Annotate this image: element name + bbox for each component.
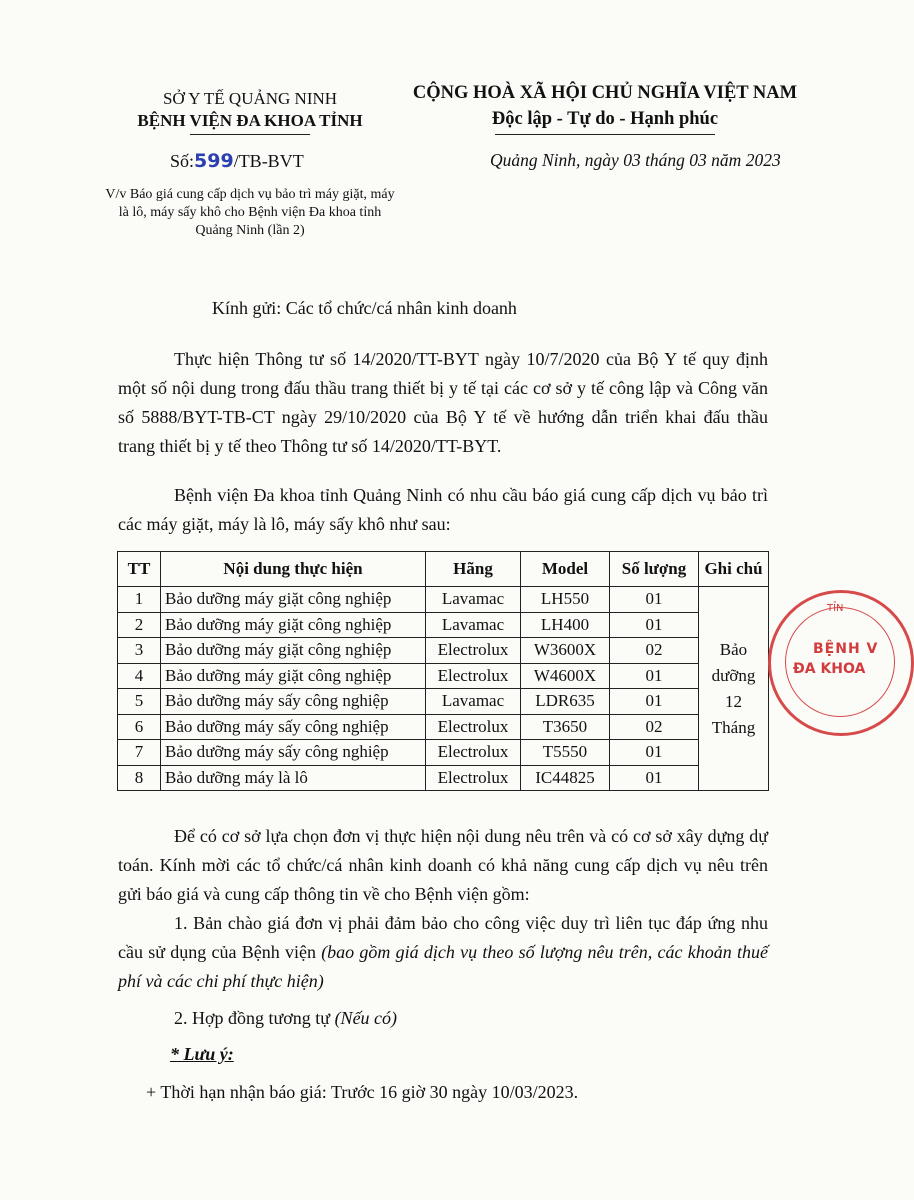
note-line: dưỡng [711,665,756,685]
cell-brand: Lavamac [426,612,521,638]
note-line: Tháng [711,717,756,737]
cell-quantity: 02 [610,714,699,740]
table-header-quantity: Số lượng [610,552,699,587]
table-header-content: Nội dung thực hiện [161,552,426,587]
cell-tt: 1 [118,587,161,613]
table-header-tt: TT [118,552,161,587]
cell-quantity: 01 [610,740,699,766]
cell-note [699,587,769,791]
table-row [118,765,769,791]
cell-content: Bảo dưỡng máy giặt công nghiệp [161,612,426,638]
document-number [170,150,304,172]
stamp-text-top: TỈN [827,603,844,614]
doc-number-prefix: Số: [170,151,195,171]
table-row [118,587,769,613]
table-header-row [118,552,769,587]
cell-quantity: 01 [610,689,699,715]
doc-number-handwritten: 599 [194,150,234,172]
cell-brand: Electrolux [426,765,521,791]
note-line: Bảo [719,639,748,659]
stamp-text-line2: ĐA KHOA [793,661,866,677]
cell-model: W3600X [521,638,610,664]
cell-model: T3650 [521,714,610,740]
table-header-note: Ghi chú [699,552,769,587]
requirement-item-2 [118,1004,768,1033]
cell-content: Bảo dưỡng máy là lô [161,765,426,791]
cell-tt: 4 [118,663,161,689]
cell-tt: 5 [118,689,161,715]
cell-tt: 6 [118,714,161,740]
cell-model: IC44825 [521,765,610,791]
department-name: SỞ Y TẾ QUẢNG NINH [162,89,338,108]
cell-quantity: 01 [610,765,699,791]
hospital-name: BỆNH VIỆN ĐA KHOA TỈNH [137,111,363,130]
cell-content: Bảo dưỡng máy giặt công nghiệp [161,638,426,664]
cell-tt: 2 [118,612,161,638]
cell-brand: Lavamac [426,689,521,715]
cell-model: T5550 [521,740,610,766]
cell-brand: Electrolux [426,638,521,664]
item1-italic: (bao gồm giá dịch vụ theo số lượng nêu trên, các khoản thuế phí và các chi phí thực hiện) [118,942,768,991]
cell-content: Bảo dưỡng máy sấy công nghiệp [161,714,426,740]
cell-quantity: 01 [610,612,699,638]
cell-brand: Electrolux [426,740,521,766]
national-motto: Độc lập - Tự do - Hạnh phúc [491,109,719,129]
stamp-text-line1: BỆNH V [813,641,879,657]
cell-model: LDR635 [521,689,610,715]
cell-tt: 8 [118,765,161,791]
table-row [118,714,769,740]
cell-content: Bảo dưỡng máy sấy công nghiệp [161,689,426,715]
table-row [118,663,769,689]
service-table [117,551,769,791]
paragraph-request: Bệnh viện Đa khoa tỉnh Quảng Ninh có nhu cầu báo giá cung cấp dịch vụ bảo trì các máy giặt, máy là lô, máy sấy khô như sau: [118,485,768,534]
table-header-model: Model [521,552,610,587]
cell-brand: Electrolux [426,663,521,689]
item1-text: 1. Bản chào giá đơn vị phải đảm bảo cho công việc duy trì liên tục đáp ứng nhu cầu sử dụng của Bệnh viện [118,913,768,962]
subject-line: V/v Báo giá cung cấp dịch vụ bảo trì máy giặt, máy là lô, máy sấy khô cho Bệnh viện Đa khoa tỉnh Quảng Ninh (lần 2) [105,187,395,238]
requirement-item-1 [118,909,768,996]
table-row [118,612,769,638]
cell-model: LH400 [521,612,610,638]
national-title: CỘNG HOÀ XÃ HỘI CHỦ NGHĨA VIỆT NAM [412,83,798,103]
table-row [118,689,769,715]
cell-quantity: 01 [610,587,699,613]
item2-italic: (Nếu có) [334,1008,398,1028]
paragraph-invitation: Để có cơ sở lựa chọn đơn vị thực hiện nội dung nêu trên và có cơ sở xây dựng dự toán. Kính mời các tổ chức/cá nhân kinh doanh có khả năng cung cấp dịch vụ nêu trên gửi báo giá và cung cấp thông tin về cho Bệnh viện gồm: [118,826,768,904]
paragraph-intro: Thực hiện Thông tư số 14/2020/TT-BYT ngày 10/7/2020 của Bộ Y tế quy định một số nội dung trong đấu thầu trang thiết bị y tế tại các cơ sở y tế công lập và Công văn số 5888/BYT-TB-CT ngày 29/10/2020 của Bộ Y tế về hướng dẫn triển khai đấu thầu trang thiết bị y tế theo Thông tư số 14/2020/TT-BYT. [118,349,768,456]
cell-brand: Electrolux [426,714,521,740]
recipient-line: Kính gửi: Các tổ chức/cá nhân kinh doanh [212,298,517,318]
table-row [118,638,769,664]
item2-text: 2. Hợp đồng tương tự [174,1008,335,1028]
note-deadline: + Thời hạn nhận báo giá: Trước 16 giờ 30 ngày 10/03/2023. [146,1082,579,1102]
table-row [118,740,769,766]
cell-content: Bảo dưỡng máy sấy công nghiệp [161,740,426,766]
cell-quantity: 02 [610,638,699,664]
doc-number-suffix: /TB-BVT [233,151,304,171]
cell-tt: 7 [118,740,161,766]
note-title: * Lưu ý: [170,1044,234,1064]
date-line: Quảng Ninh, ngày 03 tháng 03 năm 2023 [490,150,781,170]
cell-quantity: 01 [610,663,699,689]
cell-content: Bảo dưỡng máy giặt công nghiệp [161,587,426,613]
cell-model: LH550 [521,587,610,613]
cell-brand: Lavamac [426,587,521,613]
cell-content: Bảo dưỡng máy giặt công nghiệp [161,663,426,689]
header-right [405,80,805,135]
header-left [115,88,385,135]
red-seal-stamp [768,590,914,736]
note-line: 12 [725,691,742,711]
header-left-underline [190,134,310,135]
header-right-underline [495,134,715,135]
cell-tt: 3 [118,638,161,664]
cell-model: W4600X [521,663,610,689]
table-header-brand: Hãng [426,552,521,587]
